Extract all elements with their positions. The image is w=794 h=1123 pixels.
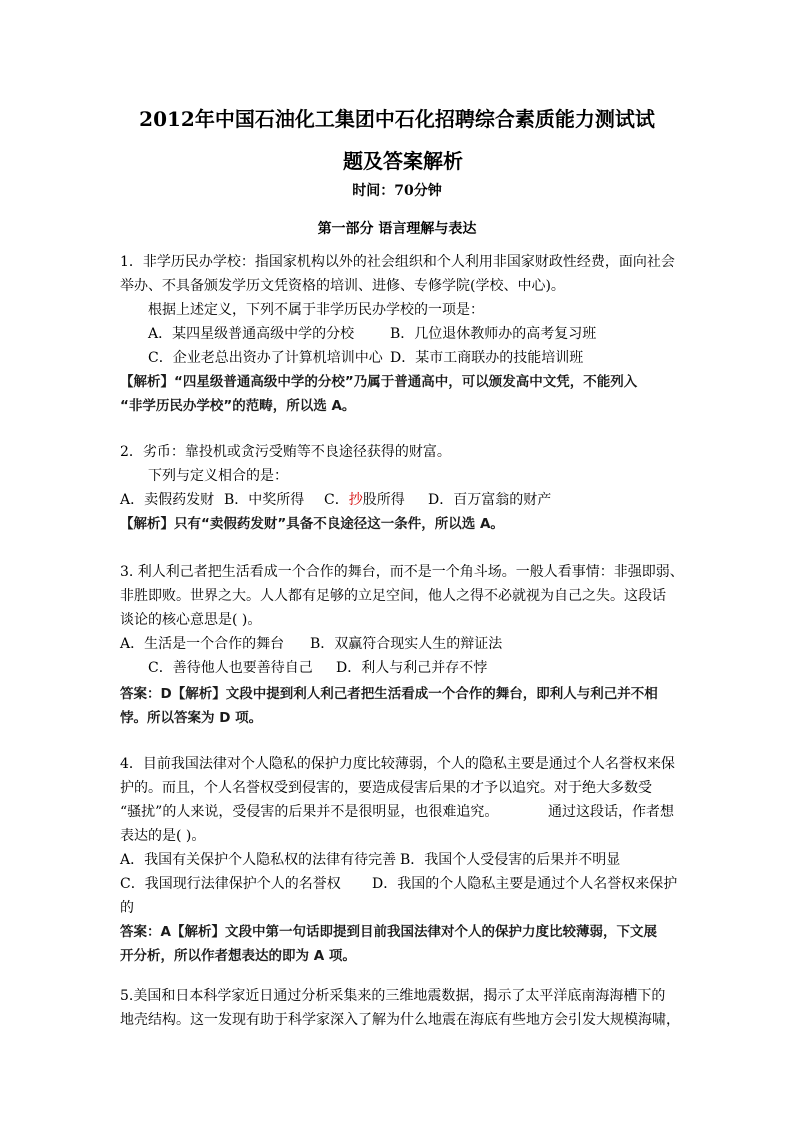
- q2-option-c-suffix: 股所得: [362, 492, 405, 508]
- q2-option-c-highlight: 抄: [348, 492, 363, 508]
- q4-option-a: A．我国有关保护个人隐私权的法律有待完善: [120, 852, 397, 868]
- q3-analysis-line-1: 答案：D【解析】文段中提到利人利己者把生活看成一个合作的舞台，即利人与利己并不相: [120, 686, 658, 702]
- q1-option-c: C．企业老总出资办了计算机培训中心: [148, 350, 383, 366]
- q3-option-d: D．利人与利己并存不悖: [336, 660, 488, 676]
- q1-option-b: B．几位退休教师办的高考复习班: [390, 326, 597, 342]
- time-label: 时间：70分钟: [352, 183, 442, 199]
- q3-option-b: B．双赢符合现实人生的辩证法: [310, 636, 503, 652]
- q4-stem-line-1: 4．目前我国法律对个人隐私的保护力度比较薄弱，个人的隐私主要是通过个人名誉权来保: [120, 756, 675, 772]
- q1-analysis-line-2: “非学历民办学校”的范畴，所以选 A。: [120, 398, 356, 414]
- q3-option-a: A．生活是一个合作的舞台: [120, 636, 285, 652]
- q3-analysis-line-2: 悖。所以答案为 D 项。: [120, 710, 263, 726]
- q4-stem-line-3b: 通过这段话，作者想: [548, 804, 674, 820]
- q2-option-c-prefix: C．: [324, 492, 349, 508]
- q4-analysis-line-1: 答案：A【解析】文段中第一句话即提到目前我国法律对个人的保护力度比较薄弱，下文展: [120, 924, 657, 940]
- q4-stem-line-4: 表达的是( )。: [120, 828, 206, 844]
- q5-stem-line-2: 地壳结构。这一发现有助于科学家深入了解为什么地震在海底有些地方会引发大规模海啸，: [120, 1012, 680, 1028]
- q4-stem-line-2: 护的。而且，个人名誉权受到侵害的，要造成侵害后果的才予以追究。对于绝大多数受: [120, 780, 652, 796]
- q2-question: 下列与定义相合的是：: [148, 468, 288, 484]
- q4-option-c: C．我国现行法律保护个人的名誉权: [120, 876, 341, 892]
- page-title-line-1: 2012年中国石油化工集团中石化招聘综合素质能力测试试: [139, 107, 655, 131]
- q4-option-d-continued: 的: [120, 900, 134, 916]
- q1-option-a: A．某四星级普通高级中学的分校: [148, 326, 355, 342]
- q1-option-d: D．某市工商联办的技能培训班: [390, 350, 584, 366]
- q2-option-a: A．卖假药发财: [120, 492, 215, 508]
- q4-stem-line-3: “骚扰”的人来说，受侵害的后果并不是很明显，也很难追究。: [120, 804, 499, 820]
- q1-stem-line-2: 举办、不具备颁发学历文凭资格的培训、进修、专修学院(学校、中心)。: [120, 278, 565, 294]
- page-title-line-2: 题及答案解析: [343, 149, 463, 173]
- q3-stem-line-3: 谈论的核心意思是( )。: [120, 612, 262, 628]
- q3-stem-line-1: 3. 利人利己者把生活看成一个合作的舞台，而不是一个角斗场。一般人看事情：非强即弱、: [120, 564, 684, 580]
- q3-stem-line-2: 非胜即败。世界之大。人人都有足够的立足空间，他人之得不必就视为自己之失。这段话: [120, 588, 666, 604]
- q4-analysis-line-2: 开分析，所以作者想表达的即为 A 项。: [120, 948, 356, 964]
- section-title: 第一部分 语言理解与表达: [317, 221, 477, 237]
- q2-option-d: D．百万富翁的财产: [428, 492, 552, 508]
- q2-analysis-line-1: 【解析】只有“卖假药发财”具备不良途径这一条件，所以选 A。: [120, 516, 504, 532]
- q5-stem-line-1: 5.美国和日本科学家近日通过分析采集来的三维地震数据，揭示了太平洋底南海海槽下的: [120, 988, 666, 1004]
- q1-stem-line-1: 1．非学历民办学校：指国家机构以外的社会组织和个人利用非国家财政性经费，面向社会: [120, 254, 675, 270]
- q4-option-d: D．我国的个人隐私主要是通过个人名誉权来保护: [372, 876, 678, 892]
- q3-option-c: C．善待他人也要善待自己: [148, 660, 313, 676]
- q4-option-b: B．我国个人受侵害的后果并不明显: [400, 852, 621, 868]
- q1-question: 根据上述定义，下列不属于非学历民办学校的一项是：: [148, 302, 484, 318]
- q2-stem: 2．劣币：靠投机或贪污受贿等不良途径获得的财富。: [120, 444, 451, 460]
- q1-analysis-line-1: 【解析】“四星级普通高级中学的分校”乃属于普通高中，可以颁发高中文凭，不能列入: [120, 374, 638, 390]
- q2-option-b: B．中奖所得: [224, 492, 305, 508]
